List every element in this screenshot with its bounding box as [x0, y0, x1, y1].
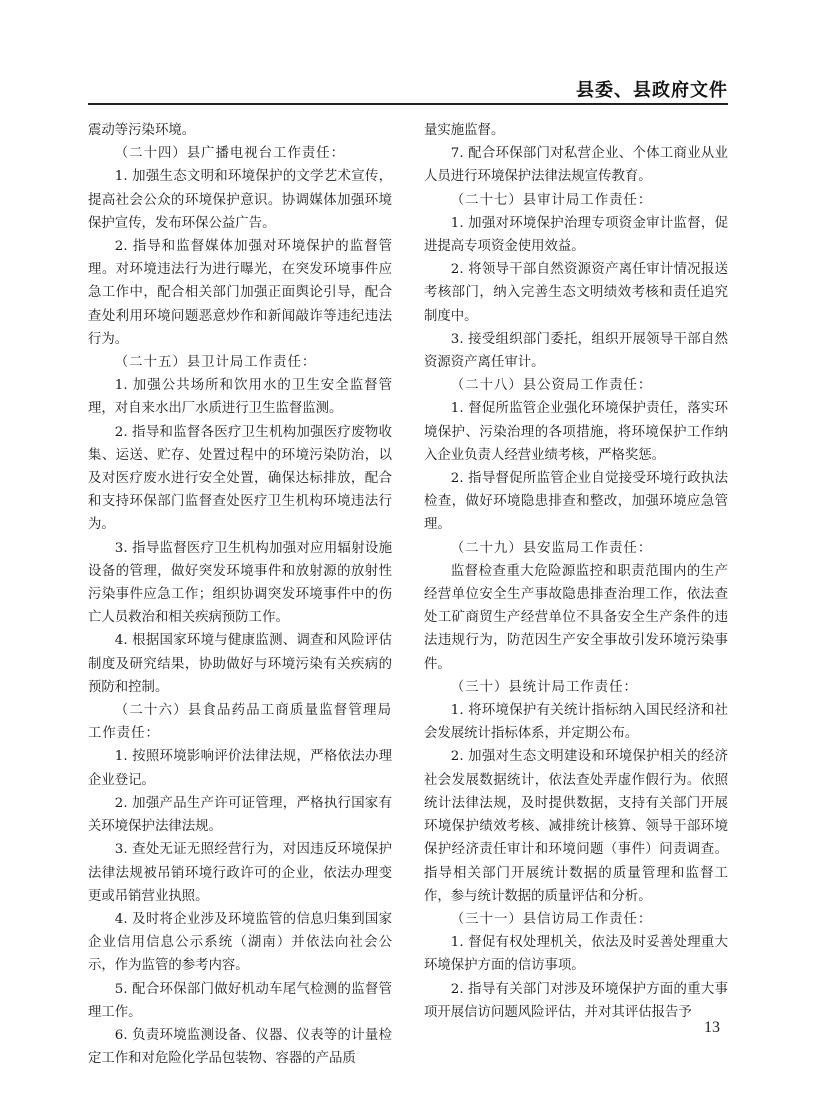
paragraph: 3. 查处无证无照经营行为，对因违反环境保护法律法规被吊销环境行政许可的企业，依法办理变更或吊销营业执照。: [88, 842, 392, 904]
paragraph: 1. 加强生态文明和环境保护的文学艺术宣传，提高社会公众的环境保护意识。协调媒体加强环境保护宣传，发布环保公益广告。: [88, 169, 392, 231]
paragraph: 1. 加强公共场所和饮用水的卫生安全监督管理，对自来水出厂水质进行卫生监督监测。: [88, 378, 392, 417]
section-heading: （三十）县统计局工作责任：: [450, 679, 638, 695]
paragraph: 2. 指导和监督媒体加强对环境保护的监督管理。对环境违法行为进行曝光，在突发环境事件应急工作中，配合相关部门加强正面舆论引导，配合查处利用环境问题恶意炒作和新闻敲诈等违纪违法行为。: [88, 239, 392, 347]
paragraph: 1. 将环境保护有关统计指标纳入国民经济和社会发展统计指标体系，并定期公布。: [424, 703, 728, 742]
continued-text: 量实施监督。: [424, 123, 505, 138]
paragraph: 6. 负责环境监测设备、仪器、仪表等的计量检定工作和对危险化学品包装物、容器的产品质: [88, 1027, 392, 1067]
section-heading: （二十五）县卫计局工作责任：: [114, 355, 317, 371]
section-heading: （二十六）县食品药品工商质量监督管理局工作责任：: [88, 703, 392, 742]
paragraph: 1. 加强对环境保护治理专项资金审计监督，促进提高专项资金使用效益。: [424, 215, 728, 255]
continued-text: 震动等污染环境。: [88, 123, 196, 138]
paragraph: 4. 及时将企业涉及环境监管的信息归集到国家企业信用信息公示系统（湖南）并依法向社会公示，作为监管的参考内容。: [88, 911, 392, 974]
paragraph: 2. 指导有关部门对涉及环境保护方面的重大事项开展信访问题风险评估，并对其评估报告予: [424, 981, 728, 1020]
paragraph: 2. 加强产品生产许可证管理，严格执行国家有关环境保护法律法规。: [88, 795, 392, 835]
paragraph: 2. 指导督促所监管企业自觉接受环境行政执法检查，做好环境隐患排查和整改，加强环境应急管理。: [424, 471, 728, 533]
paragraph: 2. 将领导干部自然资源资产离任审计情况报送考核部门，纳入完善生态文明绩效考核和责任追究制度中。: [424, 262, 728, 324]
header-title: 县委、县政府文件: [576, 80, 728, 101]
page-number: 13: [704, 1019, 720, 1036]
paragraph: 3. 接受组织部门委托，组织开展领导干部自然资源资产离任审计。: [424, 331, 728, 371]
paragraph: 1. 督促有权处理机关，依法及时妥善处理重大环境保护方面的信访事项。: [424, 935, 728, 974]
left-column: [88, 119, 392, 1070]
paragraph: 1. 督促所监管企业强化环境保护责任，落实环境保护、污染治理的各项措施，将环境保护工作纳入企业负责人经营业绩考核，严格奖惩。: [424, 401, 728, 463]
paragraph: 5. 配合环保部门做好机动车尾气检测的监督管理工作。: [88, 981, 392, 1020]
paragraph: 7. 配合环保部门对私营企业、个体工商业从业人员进行环境保护法律法规宣传教育。: [424, 146, 728, 185]
paragraph: 3. 指导监督医疗卫生机构加强对应用辐射设施设备的管理，做好突发环境事件和放射源的放射性污染事件应急工作；组织协调突发环境事件中的伤亡人员救治和相关疾病预防工作。: [88, 540, 392, 626]
paragraph: 监督检查重大危险源监控和职责范围内的生产经营单位安全生产事故隐患排查治理工作，依法查处工矿商贸生产经营单位不具备安全生产条件的违法违规行为，防范因生产安全事故引发环境污染事件。: [424, 563, 728, 672]
header-rule: [88, 103, 728, 105]
section-heading: （二十四）县广播电视台工作责任：: [114, 146, 346, 162]
paragraph: 4. 根据国家环境与健康监测、调查和风险评估制度及研究结果，协助做好与环境污染有关疾病的预防和控制。: [88, 633, 392, 695]
paragraph: 2. 指导和监督各医疗卫生机构加强医疗废物收集、运送、贮存、处置过程中的环境污染防治，以及对医疗废水进行安全处置，确保达标排放，配合和支持环保部门监督查处医疗卫生机构环境违法行为。: [88, 424, 392, 533]
section-heading: （二十九）县安监局工作责任：: [450, 540, 653, 556]
paragraph: 1. 按照环境影响评价法律法规，严格依法办理企业登记。: [88, 749, 392, 788]
section-heading: （二十七）县审计局工作责任：: [450, 192, 653, 208]
right-column: [424, 119, 728, 1024]
paragraph: 2. 加强对生态文明建设和环境保护相关的经济社会发展数据统计，依法查处弄虚作假行为。依照统计法律法规，及时提供数据，支持有关部门开展环境保护绩效考核、减排统计核算、领导干部环境保护经济责任审计和环境问题（事件）问责调查。指导相关部门开展统计数据的质量管理和监督工作，参与统计数据的质量评估和分析。: [424, 749, 728, 904]
section-heading: （二十八）县公资局工作责任：: [450, 378, 653, 394]
section-heading: （三十一）县信访局工作责任：: [450, 911, 653, 927]
